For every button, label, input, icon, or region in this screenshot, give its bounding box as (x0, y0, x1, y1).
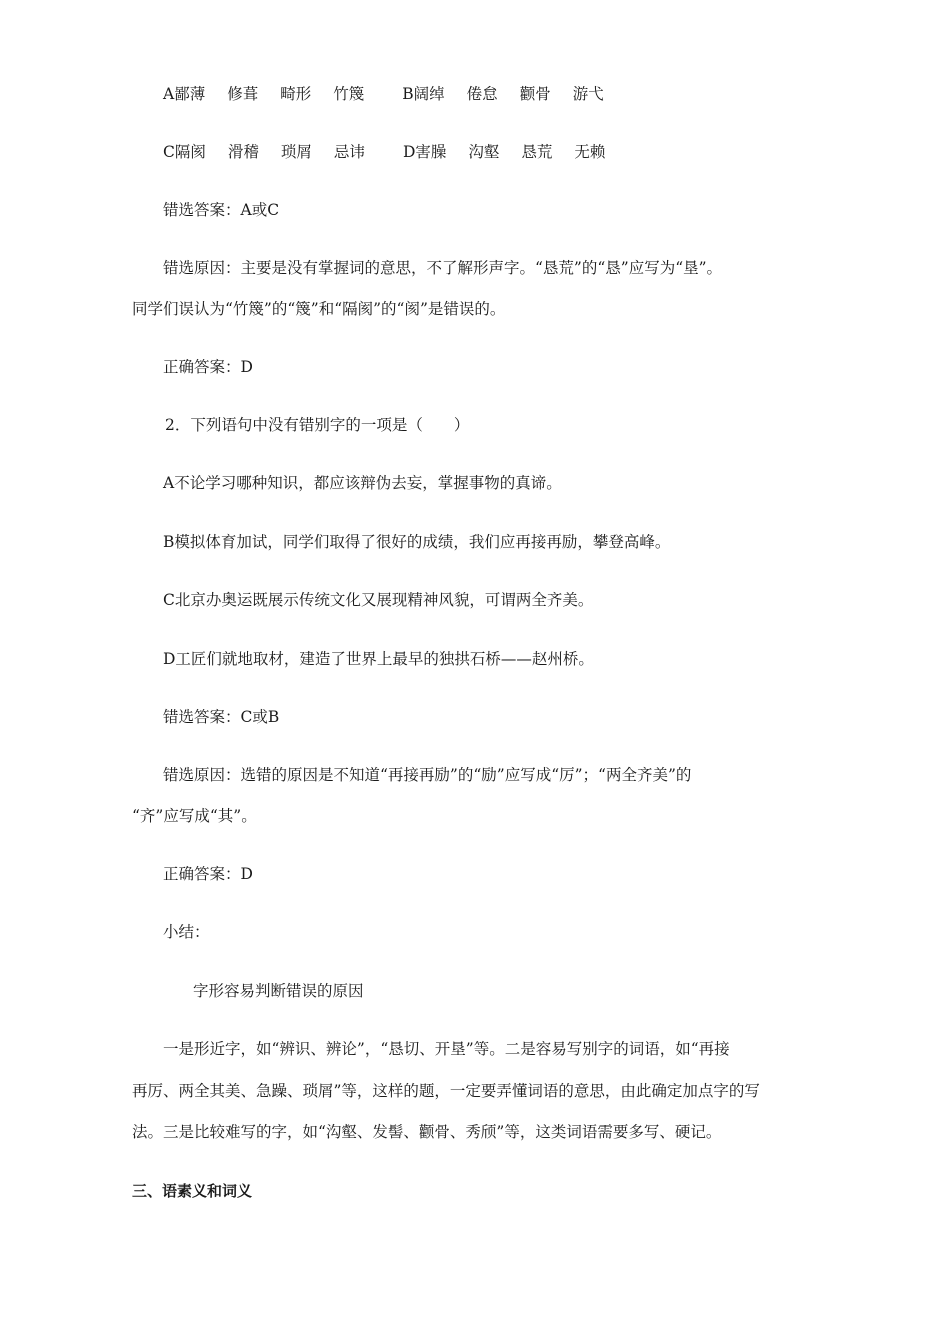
q1-options-row-ab (163, 84, 604, 104)
q2-correct-answer: 正确答案：D (163, 865, 253, 883)
q2-option-b: B模拟体育加试，同学们取得了很好的成绩，我们应再接再励，攀登高峰。 (163, 533, 671, 551)
option-b-word: 倦怠 (466, 85, 498, 103)
q1-wrong-reason-cont: 同学们误认为“竹篾”的“篾”和“隔阂”的“阂”是错误的。 (132, 300, 506, 318)
q1-options-row-cd (163, 142, 605, 162)
section-heading: 三、语素义和词义 (132, 1182, 253, 1200)
q2-wrong-reason-cont: “齐”应写成“其”。 (132, 807, 257, 825)
summary-paragraph-line: 法。三是比较难写的字，如“沟壑、发髻、颧骨、秀颀”等，这类词语需要多写、硬记。 (132, 1123, 722, 1141)
summary-subtitle: 字形容易判断错误的原因 (193, 982, 364, 1000)
q2-wrong-answer: 错选答案：C或B (163, 708, 280, 726)
q1-wrong-answer: 错选答案：A或C (163, 201, 280, 219)
q1-wrong-reason: 错选原因：主要是没有掌握词的意思，不了解形声字。“恳荒”的“恳”应写为“垦”。 (163, 259, 723, 277)
option-a-word: 畸形 (280, 85, 312, 103)
option-d-word: 恳荒 (521, 143, 553, 161)
summary-paragraph-line: 一是形近字，如“辨识、辨论”，“恳切、开垦”等。二是容易写别字的词语，如“再接 (163, 1040, 730, 1058)
summary-paragraph-line: 再厉、两全其美、急躁、琐屑”等，这样的题，一定要弄懂词语的意思，由此确定加点字的写 (132, 1082, 760, 1100)
q2-question: 2．下列语句中没有错别字的一项是（ ） (165, 416, 470, 434)
option-c-word: 滑稽 (227, 143, 259, 161)
option-b-word: 颧骨 (519, 85, 551, 103)
q2-option-c: C北京办奥运既展示传统文化又展现精神风貌，可谓两全齐美。 (163, 591, 594, 609)
q2-option-a: A不论学习哪种知识，都应该辩伪去妄，掌握事物的真谛。 (163, 474, 562, 492)
q2-wrong-reason: 错选原因：选错的原因是不知道“再接再励”的“励”应写成“厉”；“两全齐美”的 (163, 766, 692, 784)
option-c-label: C (163, 143, 175, 161)
option-d-word: 沟壑 (468, 143, 500, 161)
option-c-word: 忌讳 (333, 143, 365, 161)
option-a-word: 竹篾 (333, 85, 365, 103)
option-c-word: 琐屑 (280, 143, 312, 161)
option-a-label: A (163, 85, 175, 103)
option-d-word: 无赖 (574, 143, 606, 161)
option-c-word: 隔阂 (174, 143, 206, 161)
option-b-label: B (402, 85, 414, 103)
option-b-word: 游弋 (572, 85, 604, 103)
summary-label: 小结： (163, 923, 210, 941)
option-a-word: 鄙薄 (174, 85, 206, 103)
option-a-word: 修葺 (227, 85, 259, 103)
option-b-word: 阔绰 (413, 85, 445, 103)
option-d-word: 害臊 (415, 143, 447, 161)
q1-correct-answer: 正确答案：D (163, 358, 253, 376)
q2-option-d: D工匠们就地取材，建造了世界上最早的独拱石桥——赵州桥。 (163, 650, 594, 668)
option-d-label: D (402, 143, 416, 161)
